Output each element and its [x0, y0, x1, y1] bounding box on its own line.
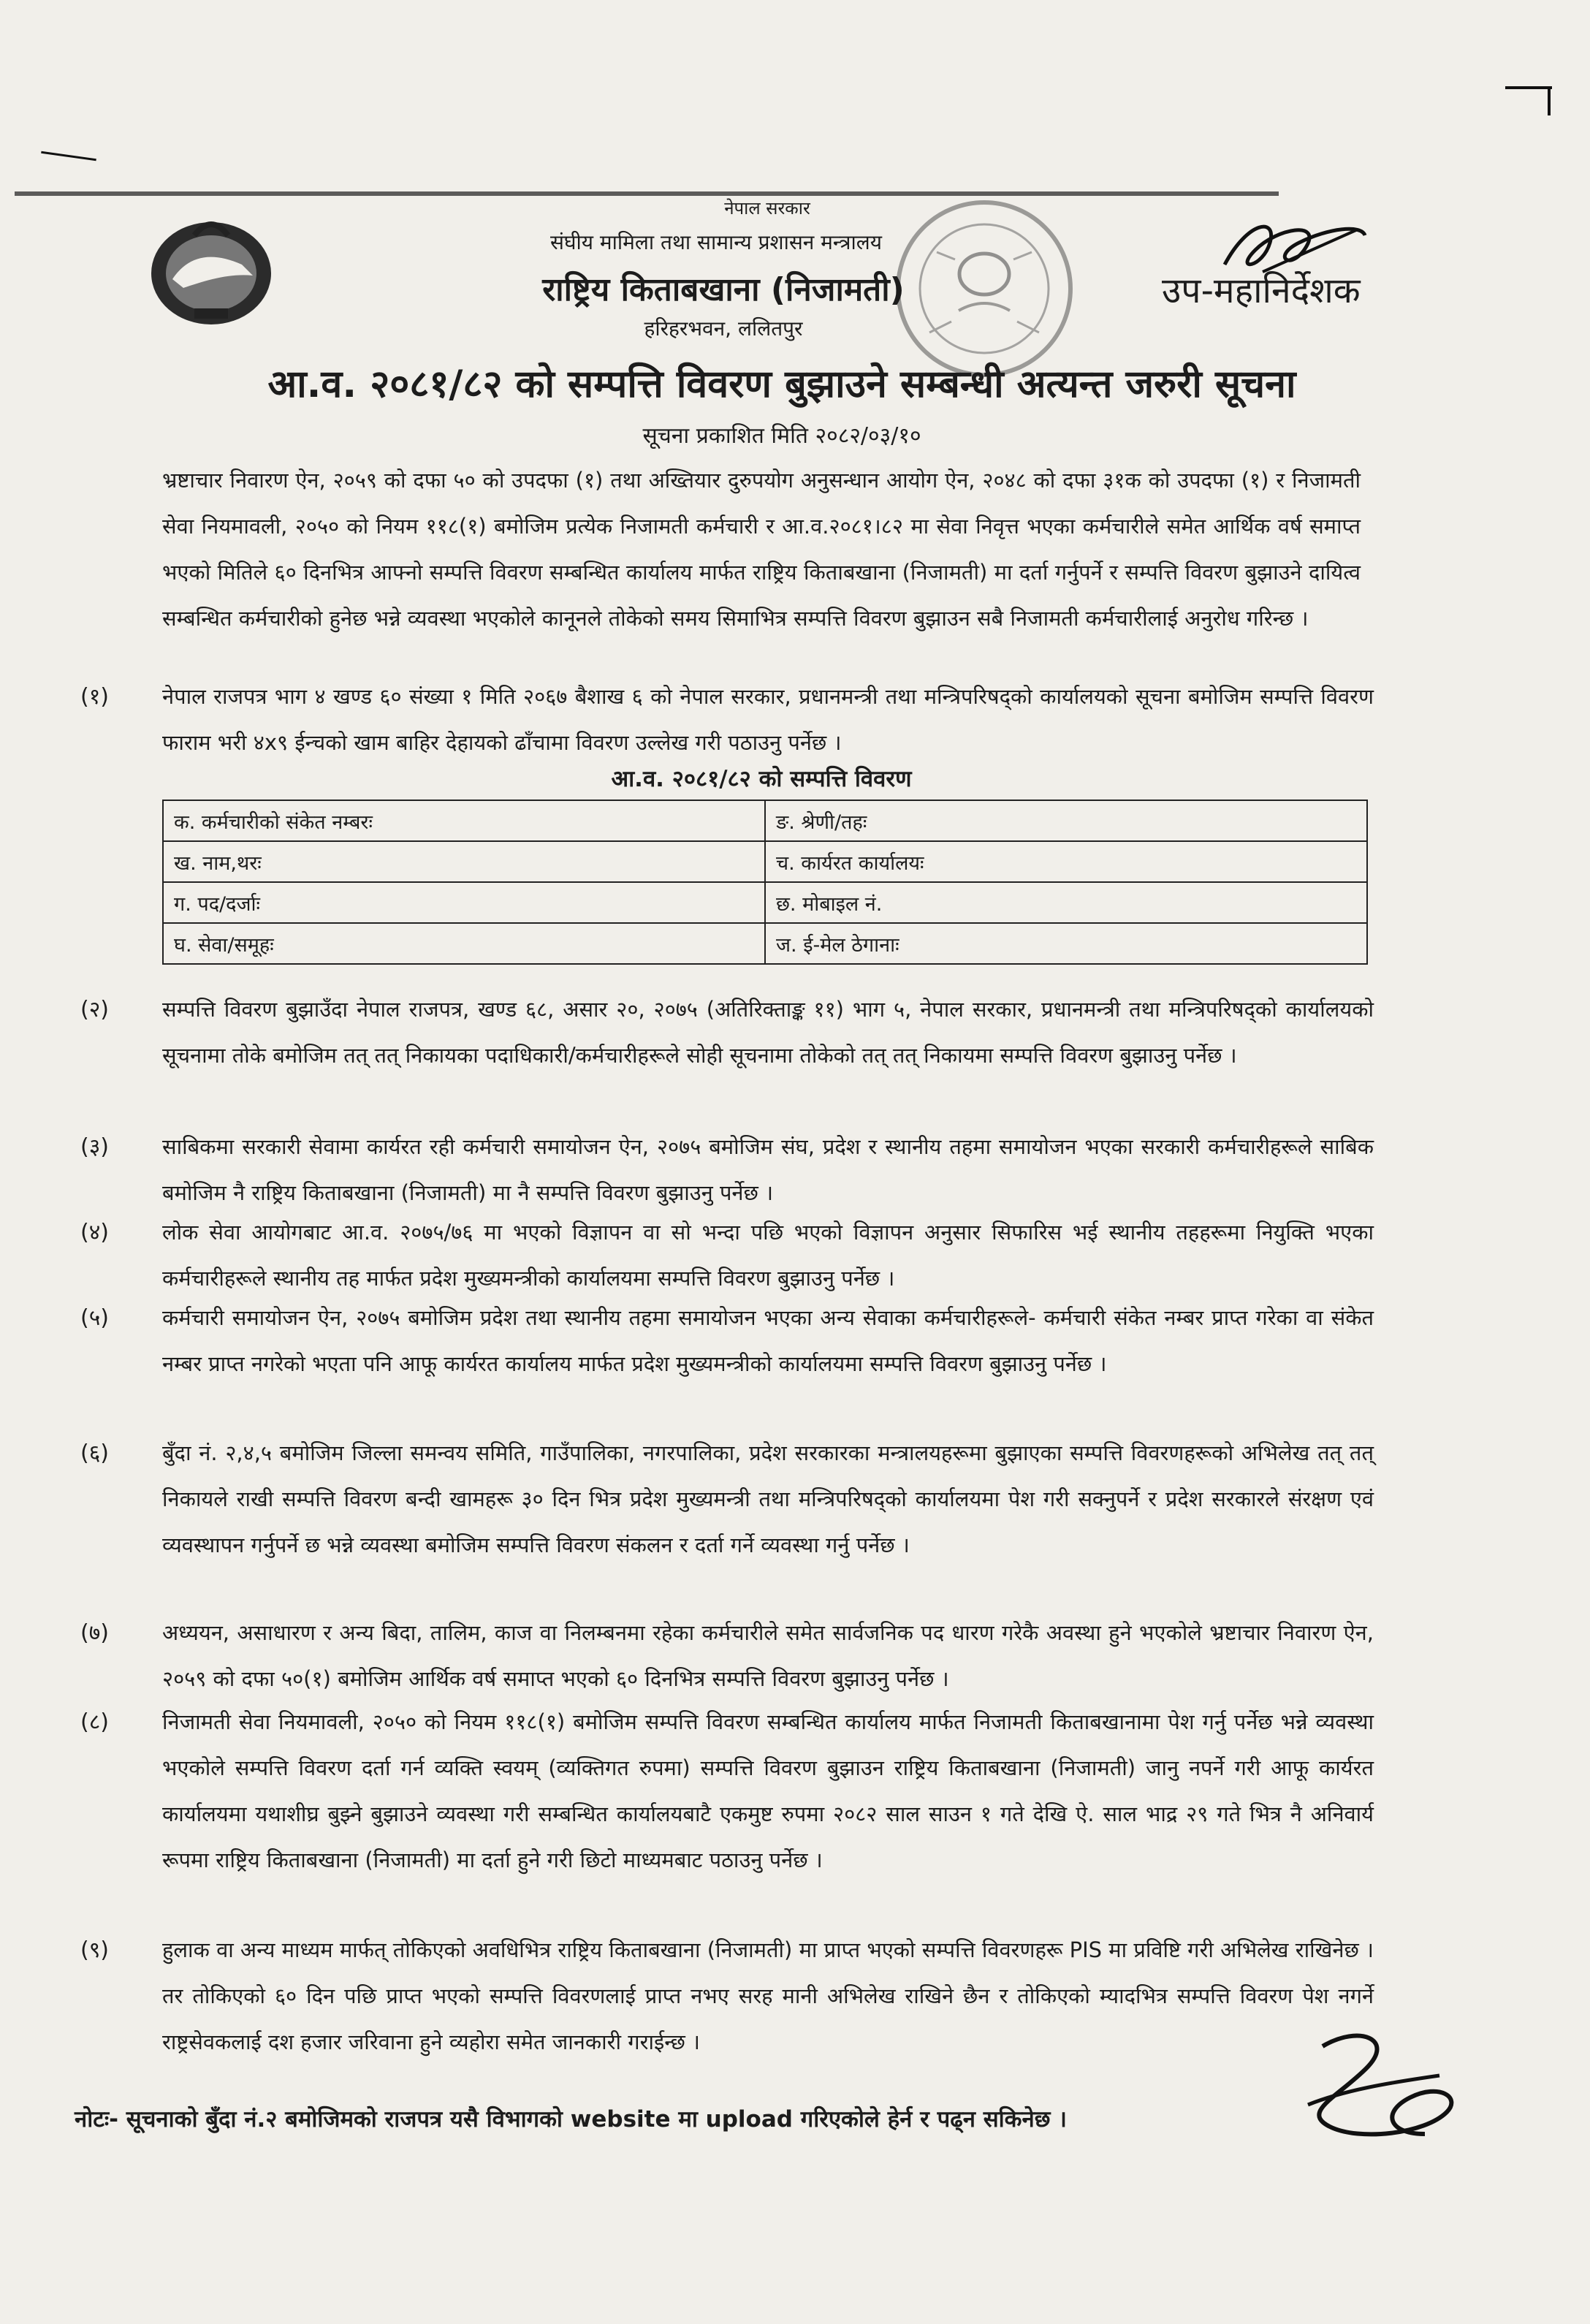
item-text: सम्पत्ति विवरण बुझाउँदा नेपाल राजपत्र, खण्ड ६८, असार २०, २०७५ (अतिरिक्ताङ्क ११) भाग ५, नेपाल सरकार, प्रधानमन्त्री तथा मन्त्रिपरिषद्को कार्यालयको सूचनामा तोके बमोजिम तत् तत् निकायका पदाधिकारी/कर्मचारीहरूले सोही सूचनामा तोकेको तत् तत् निकायमा सम्पत्ति विवरण बुझाउनु पर्नेछ ।	[162, 997, 1374, 1068]
notice-item	[80, 1295, 1374, 1387]
publication-date: सूचना प्रकाशित मिति २०८२/०३/१०	[642, 423, 921, 449]
notice-item	[80, 674, 1374, 766]
signatory-designation: उप-महानिर्देशक	[1162, 270, 1361, 311]
government-name: नेपाल सरकार	[724, 198, 810, 219]
scan-edge-mark	[1548, 86, 1551, 115]
item-number: (७)	[80, 1620, 110, 1646]
scan-edge-mark	[1505, 86, 1552, 89]
notice-item	[80, 1610, 1374, 1702]
notice-item	[80, 1124, 1374, 1216]
office-address: हरिहरभवन, ललितपुर	[644, 316, 803, 341]
table-caption: आ.व. २०८१/८२ को सम्पत्ति विवरण	[611, 766, 912, 792]
item-text: निजामती सेवा नियमावली, २०५० को नियम ११८(१) बमोजिम सम्पत्ति विवरण सम्बन्धित कार्यालय मार्फत निजामती किताबखानामा पेश गर्नु पर्नेछ भन्ने व्यवस्था भएकोले सम्पत्ति विवरण दर्ता गर्न व्यक्ति स्वयम् (व्यक्तिगत रुपमा) सम्पत्ति विवरण बुझाउन राष्ट्रिय किताबखाना (निजामती) जानु नपर्ने गरी आफू कार्यरत कार्यालयमा यथाशीघ्र बुझ्ने बुझाउने व्यवस्था गरी सम्बन्धित कार्यालयबाटै एकमुष्ट रुपमा २०८२ साल साउन १ गते देखि ऐ. साल भाद्र २९ गते भित्र नै अनिवार्य रूपमा राष्ट्रिय किताबखाना (निजामती) मा दर्ता हुने गरी छिटो माध्यमबाट पठाउनु पर्नेछ ।	[162, 1709, 1374, 1872]
item-text: नेपाल राजपत्र भाग ४ खण्ड ६० संख्या १ मिति २०६७ बैशाख ६ को नेपाल सरकार, प्रधानमन्त्री तथा मन्त्रिपरिषद्को कार्यालयको सूचना बमोजिम सम्पत्ति विवरण फाराम भरी ४x९ ईन्चको खाम बाहिर देहायको ढाँचामा विवरण उल्लेख गरी पठाउनु पर्नेछ ।	[162, 684, 1374, 755]
item-text: बुँदा नं. २,४,५ बमोजिम जिल्ला समन्वय समिति, गाउँपालिका, नगरपालिका, प्रदेश सरकारका मन्त्रालयहरूमा बुझाएका सम्पत्ति विवरणहरूको अभिलेख तत् तत् निकायले राखी सम्पत्ति विवरण बन्दी खामहरू ३० दिन भित्र प्रदेश मुख्यमन्त्री तथा मन्त्रिपरिषद्को कार्यालयमा पेश गरी सक्नुपर्ने र प्रदेश सरकारले संरक्षण एवं व्यवस्थापन गर्नुपर्ने छ भन्ने व्यवस्था बमोजिम सम्पत्ति विवरण संकलन र दर्ता गर्ने व्यवस्था गर्नु पर्नेछ ।	[162, 1440, 1374, 1557]
notice-item	[80, 1927, 1374, 2065]
nepal-emblem-icon	[143, 206, 279, 330]
item-text: लोक सेवा आयोगबाट आ.व. २०७५/७६ मा भएको विज्ञापन वा सो भन्दा पछि भएको विज्ञापन अनुसार सिफारिस भई स्थानीय तहहरूमा नियुक्ति भएका कर्मचारीहरूले स्थानीय तह मार्फत प्रदेश मुख्यमन्त्रीको कार्यालयमा सम्पत्ति विवरण बुझाउनु पर्नेछ ।	[162, 1220, 1374, 1291]
item-text: साबिकमा सरकारी सेवामा कार्यरत रही कर्मचारी समायोजन ऐन, २०७५ बमोजिम संघ, प्रदेश र स्थानीय तहमा समायोजन भएका सरकारी कर्मचारीहरूले साबिक बमोजिम नै राष्ट्रिय किताबखाना (निजामती) मा नै सम्पत्ति विवरण बुझाउनु पर्नेछ ।	[162, 1134, 1374, 1205]
table-row	[163, 923, 1367, 964]
item-number: (२)	[80, 997, 110, 1022]
ministry-name: संघीय मामिला तथा सामान्य प्रशासन मन्त्रालय	[550, 230, 882, 254]
asset-details-table	[162, 800, 1368, 965]
notice-item	[80, 1210, 1374, 1302]
table-cell: घ. सेवा/समूहः	[163, 923, 765, 964]
item-text: अध्ययन, असाधारण र अन्य बिदा, तालिम, काज वा निलम्बनमा रहेका कर्मचारीले समेत सार्वजनिक पद धारण गरेकै अवस्था हुने भएकोले भ्रष्टाचार निवारण ऐन, २०५९ को दफा ५०(१) बमोजिम आर्थिक वर्ष समाप्त भएको ६० दिनभित्र सम्पत्ति विवरण बुझाउनु पर्नेछ ।	[162, 1620, 1374, 1691]
table-cell: च. कार्यरत कार्यालयः	[765, 841, 1367, 882]
item-text: हुलाक वा अन्य माध्यम मार्फत् तोकिएको अवधिभित्र राष्ट्रिय किताबखाना (निजामती) मा प्राप्त भएको सम्पत्ति विवरणहरू PIS मा प्रविष्टि गरी अभिलेख राखिनेछ । तर तोकिएको ६० दिन पछि प्राप्त भएको सम्पत्ति विवरणलाई प्राप्त नभए सरह मानी अभिलेख राखिने छैन र तोकिएको म्यादभित्र सम्पत्ति विवरण पेश नगर्ने राष्ट्रसेवकलाई दश हजार जरिवाना हुने व्यहोरा समेत जानकारी गराईन्छ ।	[162, 1937, 1374, 2054]
footer-note: नोटः- सूचनाको बुँदा नं.२ बमोजिमको राजपत्र यसै विभागको website मा upload गरिएकोले हेर्न र पढ्न सकिनेछ ।	[75, 2106, 1067, 2133]
table-row	[163, 882, 1367, 923]
signature-bottom	[1279, 2024, 1469, 2149]
table-cell: क. कर्मचारीको संकेत नम्बरः	[163, 800, 765, 841]
scan-edge-mark	[41, 151, 96, 162]
table-cell: छ. मोबाइल नं.	[765, 882, 1367, 923]
notice-item	[80, 1699, 1374, 1883]
item-number: (९)	[80, 1937, 110, 1963]
item-number: (४)	[80, 1220, 110, 1245]
department-name: राष्ट्रिय किताबखाना (निजामती)	[542, 271, 905, 308]
item-number: (६)	[80, 1440, 110, 1466]
table-cell: ङ. श्रेणी/तहः	[765, 800, 1367, 841]
notice-item	[80, 1430, 1374, 1568]
notice-title: आ.व. २०८१/८२ को सम्पत्ति विवरण बुझाउने सम्बन्धी अत्यन्त जरुरी सूचना	[267, 362, 1296, 406]
item-number: (३)	[80, 1134, 110, 1160]
intro-paragraph: भ्रष्टाचार निवारण ऐन, २०५९ को दफा ५० को उपदफा (१) तथा अख्तियार दुरुपयोग अनुसन्धान आयोग ऐन, २०४८ को दफा ३१क को उपदफा (१) र निजामती सेवा नियमावली, २०५० को नियम ११८(१) बमोजिम प्रत्येक निजामती कर्मचारी र आ.व.२०८१।८२ मा सेवा निवृत्त भएका कर्मचारीले समेत आर्थिक वर्ष समाप्त भएको मितिले ६० दिनभित्र आफ्नो सम्पत्ति विवरण सम्बन्धित कार्यालय मार्फत राष्ट्रिय किताबखाना (निजामती) मा दर्ता गर्नुपर्ने र सम्पत्ति विवरण बुझाउने दायित्व सम्बन्धित कर्मचारीको हुनेछ भन्ने व्यवस्था भएकोले कानूनले तोकेको समय सिमाभित्र सम्पत्ति विवरण बुझाउन सबै निजामती कर्मचारीलाई अनुरोध गरिन्छ ।	[162, 468, 1361, 631]
table-cell: ज. ई-मेल ठेगानाः	[765, 923, 1367, 964]
table-cell: ग. पद/दर्जाः	[163, 882, 765, 923]
item-number: (८)	[80, 1709, 110, 1735]
table-cell: ख. नाम,थरः	[163, 841, 765, 882]
item-number: (१)	[80, 684, 110, 710]
table-row	[163, 800, 1367, 841]
item-number: (५)	[80, 1305, 110, 1331]
notice-item	[80, 987, 1374, 1079]
table-row	[163, 841, 1367, 882]
item-text: कर्मचारी समायोजन ऐन, २०७५ बमोजिम प्रदेश तथा स्थानीय तहमा समायोजन भएका अन्य सेवाका कर्मचारीहरूले- कर्मचारी संकेत नम्बर प्राप्त गरेका वा संकेत नम्बर प्राप्त नगरेको भएता पनि आफू कार्यरत कार्यालय मार्फत प्रदेश मुख्यमन्त्रीको कार्यालयमा सम्पत्ति विवरण बुझाउनु पर्नेछ ।	[162, 1305, 1374, 1376]
